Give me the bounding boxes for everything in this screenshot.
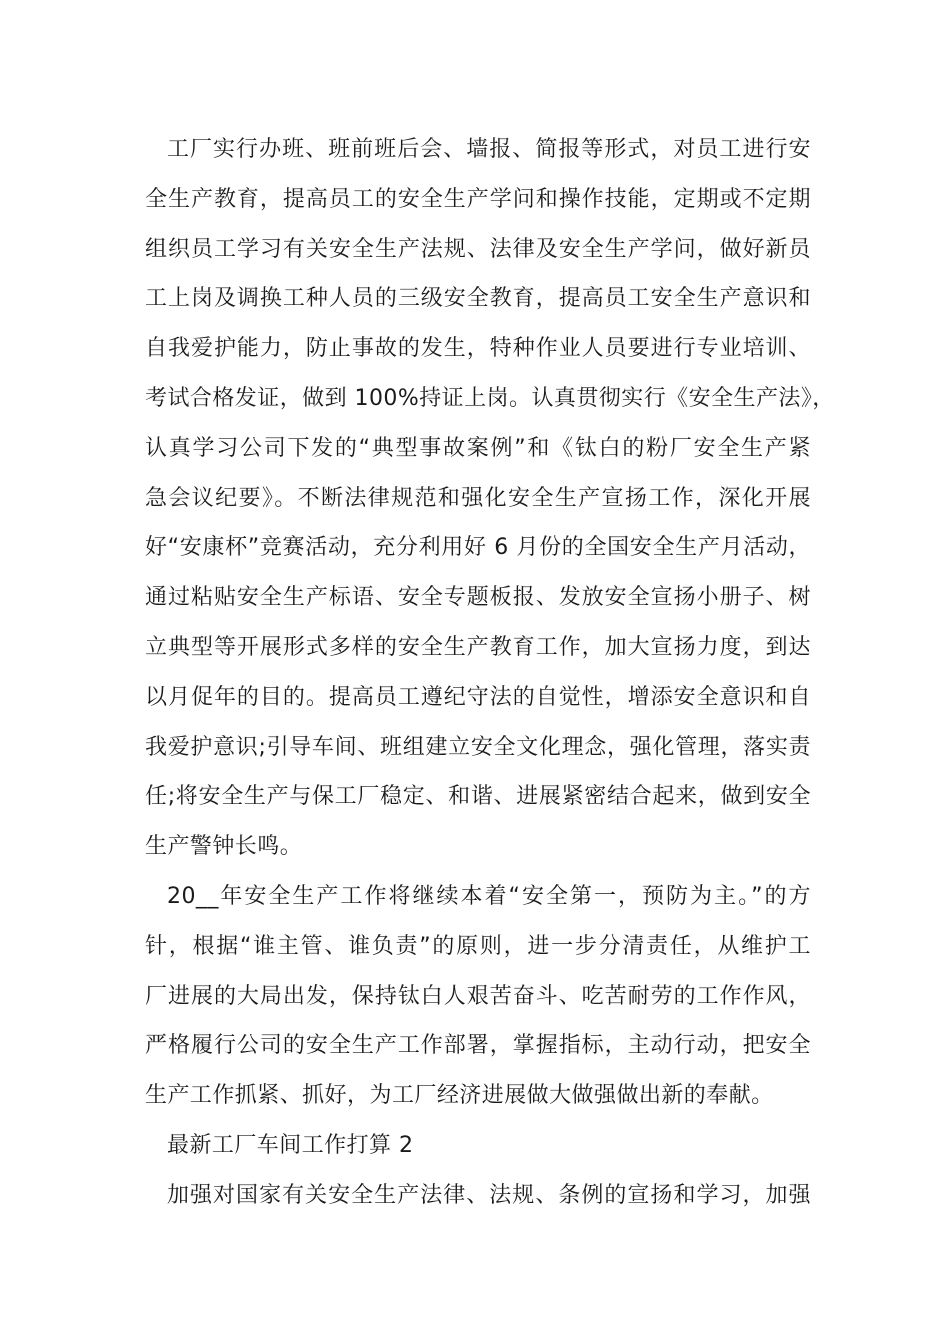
text-line: 考试合格发证，做到 100%持证上岗。认真贯彻实行《安全生产法》， <box>145 385 835 411</box>
text-line: 急会议纪要》。不断法律规范和强化安全生产宣扬工作，深化开展 <box>145 485 811 511</box>
paragraph-safety-education <box>145 125 835 872</box>
text-line: 20__年安全生产工作将继续本着“安全第一，预防为主。”的方 <box>167 883 811 909</box>
paragraph-regulation-study <box>145 1171 811 1221</box>
text-line: 全生产教育，提高员工的安全生产学问和操作技能，定期或不定期 <box>145 186 811 212</box>
paragraph-next-year-plan <box>145 872 811 1121</box>
section-heading: 最新工厂车间工作打算 2 <box>167 1132 414 1158</box>
text-line: 生产警钟长鸣。 <box>145 834 303 860</box>
text-line: 严格履行公司的安全生产工作部署，掌握指标，主动行动，把安全 <box>145 1033 811 1059</box>
text-line: 厂进展的大局出发，保持钛白人艰苦奋斗、吃苦耐劳的工作作风， <box>145 983 811 1009</box>
text-line: 好“安康杯”竞赛活动，充分利用好 6 月份的全国安全生产月活动， <box>145 535 811 561</box>
text-line: 通过粘贴安全生产标语、安全专题板报、发放安全宣扬小册子、树 <box>145 585 811 611</box>
text-line: 以月促年的目的。提高员工遵纪守法的自觉性，增添安全意识和自 <box>145 684 811 710</box>
text-line: 立典型等开展形式多样的安全生产教育工作，加大宣扬力度，到达 <box>145 634 811 660</box>
text-line: 针，根据“谁主管、谁负责”的原则，进一步分清责任，从维护工 <box>145 933 811 959</box>
text-line: 生产工作抓紧、抓好，为工厂经济进展做大做强做出新的奉献。 <box>145 1083 774 1109</box>
text-line: 加强对国家有关安全生产法律、法规、条例的宣扬和学习，加强 <box>167 1182 811 1208</box>
text-line: 认真学习公司下发的“典型事故案例”和《钛白的粉厂安全生产紧 <box>145 435 811 461</box>
text-line: 组织员工学习有关安全生产法规、法律及安全生产学问，做好新员 <box>145 236 811 262</box>
document-body <box>145 125 835 1221</box>
text-line: 任;将安全生产与保工厂稳定、和谐、进展紧密结合起来，做到安全 <box>145 784 811 810</box>
text-line: 自我爱护能力，防止事故的发生，特种作业人员要进行专业培训、 <box>145 336 811 362</box>
text-line: 工厂实行办班、班前班后会、墙报、简报等形式，对员工进行安 <box>167 137 811 162</box>
text-line: 工上岗及调换工种人员的三级安全教育，提高员工安全生产意识和 <box>145 286 811 312</box>
text-line: 我爱护意识;引导车间、班组建立安全文化理念，强化管理，落实责 <box>145 734 811 760</box>
